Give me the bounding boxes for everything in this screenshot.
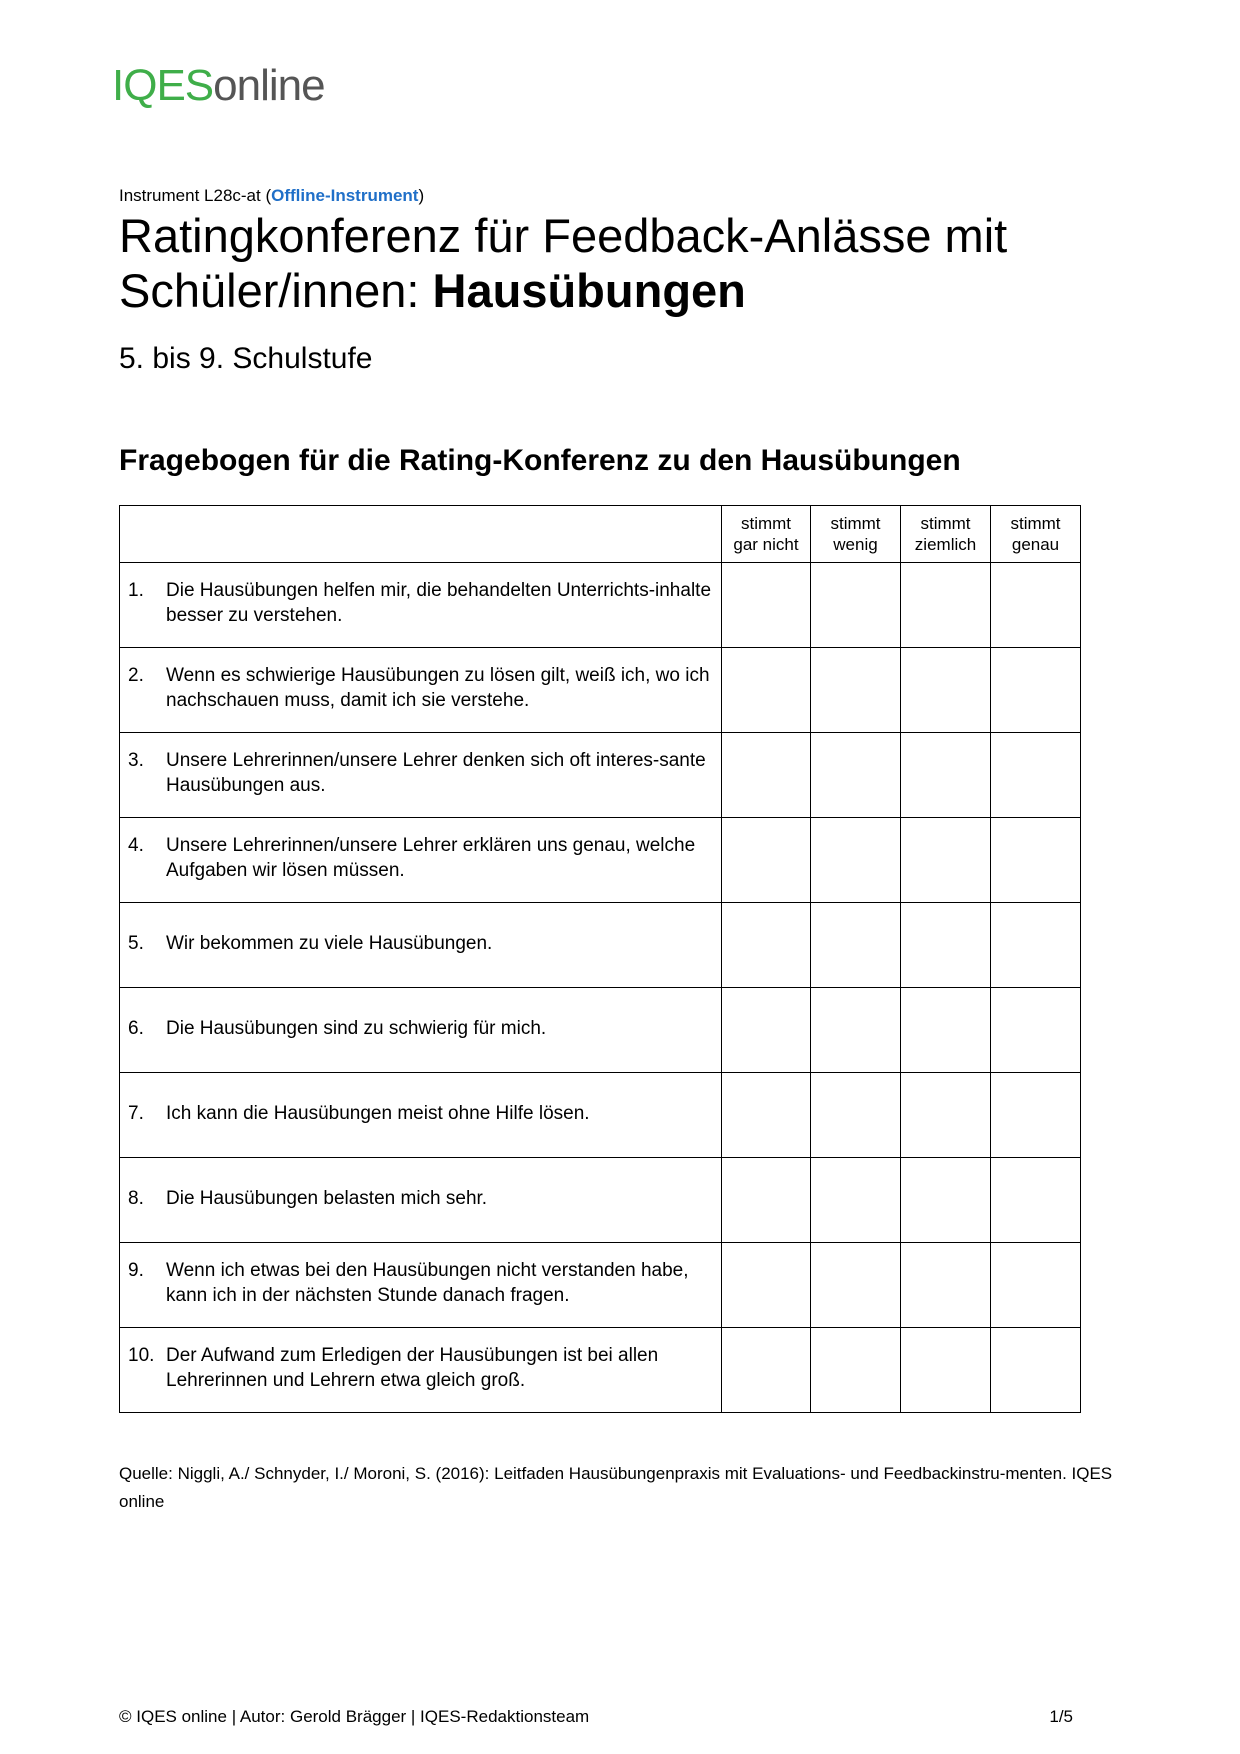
document-subtitle: 5. bis 9. Schulstufe [119, 342, 373, 375]
rating-cell-ziemlich[interactable] [901, 648, 991, 733]
title-bold: Hausübungen [432, 264, 746, 317]
rating-cell-genau[interactable] [991, 1158, 1081, 1243]
rating-cell-gar-nicht[interactable] [722, 988, 811, 1073]
rating-cell-wenig[interactable] [811, 1243, 901, 1328]
rating-cell-wenig[interactable] [811, 818, 901, 903]
rating-cell-gar-nicht[interactable] [722, 1243, 811, 1328]
iqes-logo [112, 61, 325, 110]
offline-instrument-link[interactable]: Offline-Instrument [271, 186, 419, 205]
column-header-wenig: stimmt wenig [811, 506, 901, 563]
instrument-suffix: ) [418, 186, 425, 205]
table-row [120, 818, 1081, 903]
item-cell [120, 563, 722, 648]
table-row [120, 1158, 1081, 1243]
table-row [120, 1328, 1081, 1413]
rating-cell-gar-nicht[interactable] [722, 818, 811, 903]
item-number: 2. [128, 665, 144, 686]
rating-cell-ziemlich[interactable] [901, 733, 991, 818]
column-header-gar-nicht: stimmt gar nicht [722, 506, 811, 563]
item-cell [120, 903, 722, 988]
item-number: 4. [128, 835, 144, 856]
rating-cell-gar-nicht[interactable] [722, 563, 811, 648]
table-row [120, 563, 1081, 648]
item-cell [120, 1243, 722, 1328]
item-number: 10. [128, 1345, 155, 1366]
column-header-genau: stimmt genau [991, 506, 1081, 563]
item-text: Unsere Lehrerinnen/unsere Lehrer erklären uns genau, welche Aufgaben wir lösen müssen. [166, 835, 696, 881]
table-row [120, 1073, 1081, 1158]
rating-cell-ziemlich[interactable] [901, 1158, 991, 1243]
footer-credits: © IQES online | Autor: Gerold Brägger | IQES-Redaktionsteam [119, 1707, 590, 1726]
instrument-line [119, 186, 424, 206]
questionnaire-table [119, 505, 1081, 1413]
instrument-prefix: Instrument L28c-at ( [119, 186, 272, 205]
rating-cell-gar-nicht[interactable] [722, 1328, 811, 1413]
item-number: 9. [128, 1260, 144, 1281]
item-cell [120, 818, 722, 903]
table-row [120, 1243, 1081, 1328]
rating-cell-gar-nicht[interactable] [722, 1158, 811, 1243]
item-cell [120, 648, 722, 733]
rating-cell-genau[interactable] [991, 903, 1081, 988]
title-main: Ratingkonferenz für Feedback-Anlässe mit Schüler/innen: [119, 209, 1008, 317]
item-cell [120, 1328, 722, 1413]
rating-cell-wenig[interactable] [811, 988, 901, 1073]
logo-rest: online [213, 61, 325, 110]
item-text: Der Aufwand zum Erledigen der Hausübungen ist bei allen Lehrerinnen und Lehrern etwa gleich groß. [166, 1345, 659, 1391]
rating-cell-wenig[interactable] [811, 1073, 901, 1158]
rating-cell-gar-nicht[interactable] [722, 648, 811, 733]
rating-cell-ziemlich[interactable] [901, 988, 991, 1073]
rating-cell-ziemlich[interactable] [901, 1243, 991, 1328]
item-text: Wenn ich etwas bei den Hausübungen nicht verstanden habe, kann ich in der nächsten Stunde danach fragen. [166, 1260, 689, 1306]
item-cell [120, 1073, 722, 1158]
item-number: 8. [128, 1187, 144, 1209]
table-row [120, 988, 1081, 1073]
item-text: Die Hausübungen sind zu schwierig für mich. [166, 1017, 547, 1039]
rating-cell-genau[interactable] [991, 818, 1081, 903]
table-row [120, 648, 1081, 733]
rating-cell-wenig[interactable] [811, 903, 901, 988]
item-text: Unsere Lehrerinnen/unsere Lehrer denken sich oft interes-sante Hausübungen aus. [166, 750, 706, 796]
table-row [120, 733, 1081, 818]
source-citation: Quelle: Niggli, A./ Schnyder, I./ Moroni, S. (2016): Leitfaden Hausübungenpraxis mit Evaluations- und Feedbackinstru-menten. IQES online [119, 1464, 1113, 1511]
column-header-ziemlich: stimmt ziemlich [901, 506, 991, 563]
item-cell [120, 733, 722, 818]
item-cell [120, 1158, 722, 1243]
page-footer [119, 1707, 1073, 1727]
header-empty-cell [120, 506, 722, 563]
item-text: Ich kann die Hausübungen meist ohne Hilfe lösen. [166, 1102, 590, 1124]
item-number: 1. [128, 580, 144, 601]
rating-cell-wenig[interactable] [811, 1158, 901, 1243]
page-number: 1/5 [1049, 1707, 1073, 1726]
rating-cell-ziemlich[interactable] [901, 903, 991, 988]
table-header-row [120, 506, 1081, 563]
item-number: 6. [128, 1017, 144, 1039]
section-title: Fragebogen für die Rating-Konferenz zu den Hausübungen [119, 444, 961, 477]
item-number: 5. [128, 932, 144, 954]
item-number: 3. [128, 750, 144, 771]
rating-cell-ziemlich[interactable] [901, 563, 991, 648]
item-text: Wir bekommen zu viele Hausübungen. [166, 932, 493, 954]
item-cell [120, 988, 722, 1073]
logo-brand: IQES [112, 61, 214, 110]
rating-cell-gar-nicht[interactable] [722, 733, 811, 818]
rating-cell-genau[interactable] [991, 648, 1081, 733]
rating-cell-gar-nicht[interactable] [722, 1073, 811, 1158]
rating-cell-wenig[interactable] [811, 563, 901, 648]
rating-cell-genau[interactable] [991, 1243, 1081, 1328]
rating-cell-ziemlich[interactable] [901, 1328, 991, 1413]
document-title [119, 208, 1129, 318]
item-text: Wenn es schwierige Hausübungen zu lösen gilt, weiß ich, wo ich nachschauen muss, damit ich sie verstehe. [166, 665, 710, 711]
rating-cell-gar-nicht[interactable] [722, 903, 811, 988]
table-row [120, 903, 1081, 988]
item-number: 7. [128, 1102, 144, 1124]
rating-cell-ziemlich[interactable] [901, 818, 991, 903]
rating-cell-genau[interactable] [991, 563, 1081, 648]
item-text: Die Hausübungen helfen mir, die behandelten Unterrichts-inhalte besser zu verstehen. [166, 580, 712, 626]
rating-cell-genau[interactable] [991, 988, 1081, 1073]
rating-cell-wenig[interactable] [811, 1328, 901, 1413]
rating-cell-wenig[interactable] [811, 648, 901, 733]
rating-cell-genau[interactable] [991, 1328, 1081, 1413]
rating-cell-wenig[interactable] [811, 733, 901, 818]
rating-cell-genau[interactable] [991, 1073, 1081, 1158]
rating-cell-ziemlich[interactable] [901, 1073, 991, 1158]
rating-cell-genau[interactable] [991, 733, 1081, 818]
item-text: Die Hausübungen belasten mich sehr. [166, 1187, 488, 1209]
